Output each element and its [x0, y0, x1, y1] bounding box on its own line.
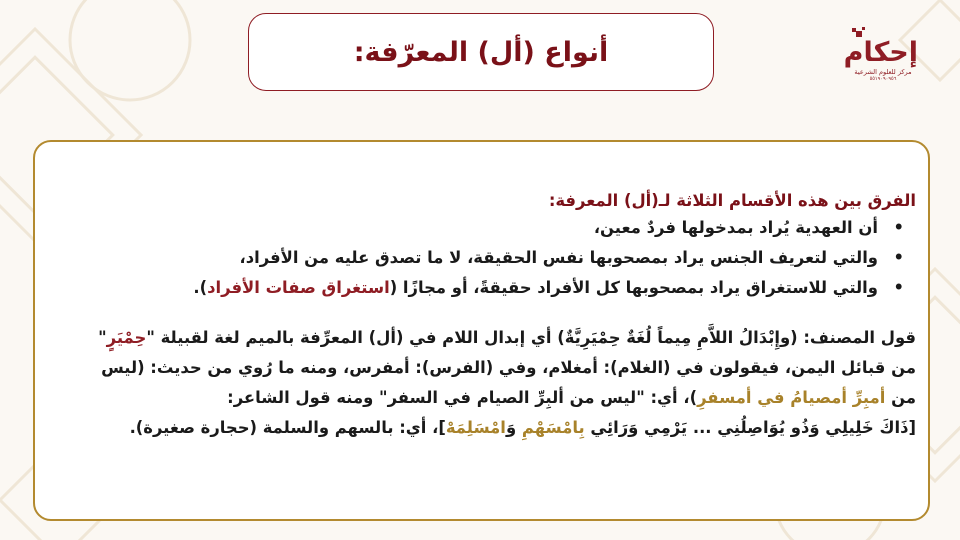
logo-wordmark: إحكام: [843, 37, 918, 68]
commentary-paragraph: [47, 323, 916, 443]
highlight-text: امْسَلِمَهْ: [445, 418, 506, 437]
highlight-text: بِامْسَهْمِ: [521, 418, 585, 437]
highlight-text: أمبِرِّ أمصيامُ في أمسفرِ: [697, 388, 886, 407]
highlight-text: استغراق صفات الأفراد: [207, 278, 390, 297]
bullet-icon: •: [893, 218, 904, 237]
logo-subtitle: مركز للعلوم الشرعية: [854, 68, 912, 76]
logo: [843, 24, 918, 92]
content-panel: [33, 140, 930, 521]
logo-phone: ٥٥١٩٠٩٠٩٥٦: [869, 76, 897, 82]
list-item: •أن العهدية يُراد بمدخولها فردٌ معين،: [47, 213, 904, 243]
paragraph-line-3: من أمبِرِّ أمصيامُ في أمسفرِ)، أي: "ليس من ألبِرِّ الصيام في السفر" ومنه قول الشاعر:: [227, 388, 916, 407]
bullet-icon: •: [893, 278, 904, 297]
section-heading: الفرق بين هذه الأقسام الثلاثة لـ(أل) المعرفة:: [548, 191, 916, 210]
slide-title: أنواع (أل) المعرّفة:: [353, 36, 609, 68]
points-list: [47, 213, 916, 303]
paragraph-line-2: من قبائل اليمن، فيقولون في (الغلام): أمغلام، وفي (الفرس): أمفرس، ومنه ما رُوي من حديث: (ليس: [101, 358, 916, 377]
highlight-text: حِمْيَرٍ: [106, 328, 147, 347]
paragraph-line-1: قول المصنف: (وإِبْدَالُ اللاَّمِ مِيماً لُغَةٌ حِمْيَرِيَّةٌ) أي إبدال اللام في (أل) المعرِّفة بالميم لغة لقبيلة "حِمْيَرٍ": [98, 328, 916, 347]
bullet-icon: •: [893, 248, 904, 267]
paragraph-line-4: [ذَاكَ خَلِيلِي وَذُو يُوَاصِلُنِي ... يَرْمِي وَرَائِي بِامْسَهْمِ وَامْسَلِمَهْ]، أي: بالسهم والسلمة (حجارة صغيرة).: [129, 418, 916, 437]
logo-mark-icon: [848, 24, 918, 38]
content-body: [47, 188, 916, 443]
title-banner: [248, 13, 714, 91]
list-item: •والتي للاستغراق يراد بمصحوبها كل الأفراد حقيقةً، أو مجازًا (استغراق صفات الأفراد).: [47, 273, 904, 303]
list-item: •والتي لتعريف الجنس يراد بمصحوبها نفس الحقيقة، لا ما تصدق عليه من الأفراد،: [47, 243, 904, 273]
